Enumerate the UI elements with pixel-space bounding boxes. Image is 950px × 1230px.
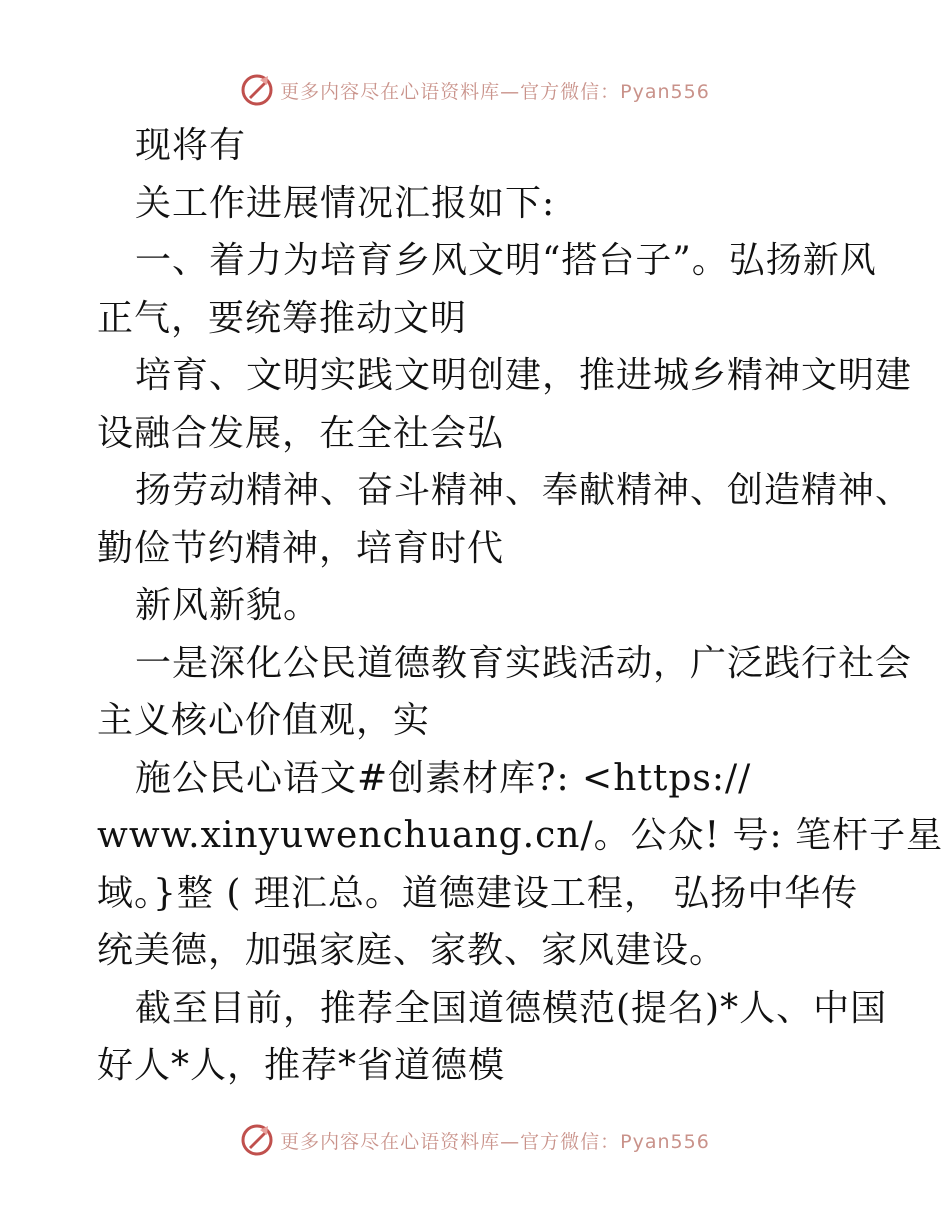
text-line: 扬劳动精神、奋斗精神、奉献精神、创造精神、 bbox=[135, 470, 913, 511]
text-line: 一是深化公民道德教育实践活动，广泛践行社会 bbox=[135, 642, 913, 684]
text-line: 正气，要统筹推动文明 bbox=[97, 297, 468, 339]
text-line: 一、着力为培育乡风文明“搭台子”。弘扬新风 bbox=[135, 240, 877, 281]
watermark-text: 更多内容尽在心语资料库—官方微信：Pyan556 bbox=[280, 1130, 710, 1153]
text-line: 现将有 bbox=[135, 125, 247, 166]
quill-logo-icon bbox=[240, 1123, 274, 1157]
quill-logo-icon bbox=[240, 73, 274, 107]
text-line: www.xinyuwenchuang.cn/。公众! 号: 笔杆子星 bbox=[97, 815, 944, 856]
text-line: 截至目前，推荐全国道德模范(提名)*人、中国 bbox=[135, 987, 888, 1029]
text-line: 勤俭节约精神，培育时代 bbox=[97, 527, 505, 569]
text-line: 施公民心语文#创素材库?: <https:// bbox=[135, 757, 752, 799]
document-body bbox=[97, 117, 944, 1095]
text-line: 设融合发展，在全社会弘 bbox=[97, 412, 505, 454]
text-line: 培育、文明实践文明创建，推进城乡精神文明建 bbox=[135, 355, 913, 396]
header-watermark-banner bbox=[0, 70, 950, 110]
text-line: 好人*人，推荐*省道德模 bbox=[97, 1045, 506, 1086]
text-line: 新风新貌。 bbox=[135, 585, 321, 626]
text-line: 域。}整 ( 理汇总。道德建设工程， 弘扬中华传 bbox=[97, 872, 859, 914]
footer-watermark-banner bbox=[0, 1120, 950, 1160]
text-line: 主义核心价值观，实 bbox=[97, 700, 431, 741]
watermark-text: 更多内容尽在心语资料库—官方微信：Pyan556 bbox=[280, 80, 710, 103]
text-line: 关工作进展情况汇报如下: bbox=[135, 182, 556, 224]
text-line: 统美德，加强家庭、家教、家风建设。 bbox=[97, 930, 727, 971]
